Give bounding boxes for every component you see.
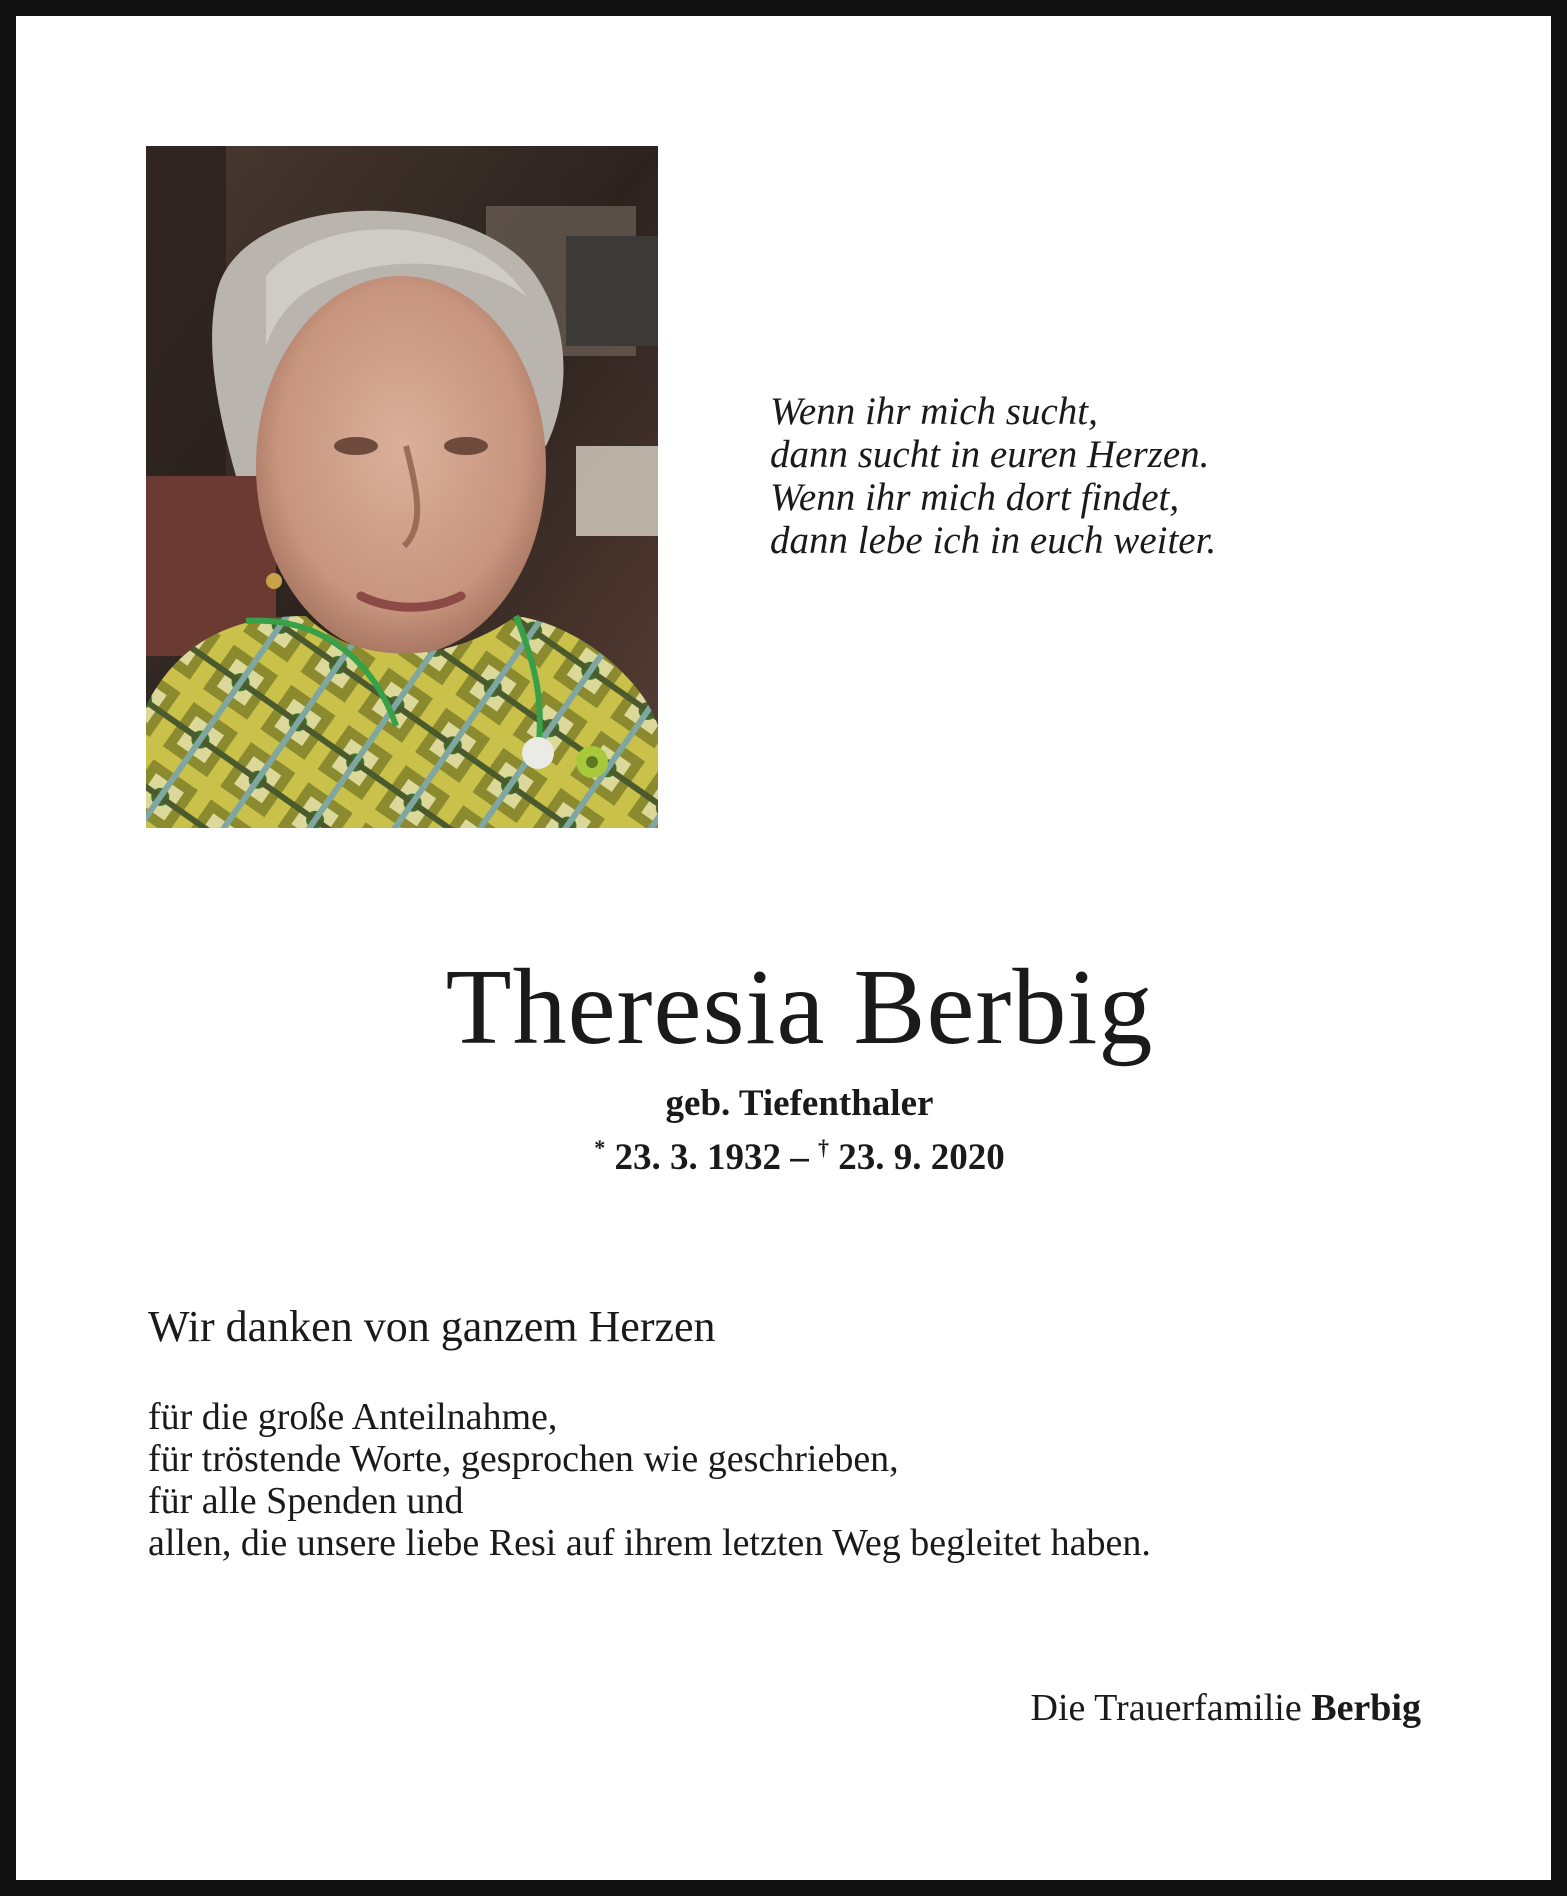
poem-line: dann lebe ich in euch weiter. [770, 519, 1217, 562]
thanks-line: allen, die unsere liebe Resi auf ihrem letzten Weg begleitet haben. [148, 1522, 1151, 1564]
deceased-name: Theresia Berbig [445, 948, 1154, 1067]
thanks-text [148, 1396, 1448, 1564]
poem-line: Wenn ihr mich sucht, [770, 390, 1098, 433]
thanks-line: für alle Spenden und [148, 1480, 464, 1522]
signature-family-name: Berbig [1311, 1687, 1421, 1729]
date-separator: – [790, 1137, 809, 1178]
portrait-photo [146, 146, 658, 828]
poem-line: dann sucht in euren Herzen. [770, 433, 1210, 476]
birth-symbol: * [594, 1135, 606, 1160]
maiden-name: geb. Tiefenthaler [665, 1083, 934, 1124]
thanks-line: für die große Anteilnahme, [148, 1396, 558, 1438]
life-dates [16, 1126, 1567, 1180]
memorial-poem [770, 390, 1390, 562]
signature-prefix: Die Trauerfamilie [1030, 1687, 1302, 1729]
poem-line: Wenn ihr mich dort findet, [770, 476, 1180, 519]
death-date: 23. 9. 2020 [838, 1137, 1005, 1178]
death-symbol: † [818, 1135, 829, 1160]
thanks-heading: Wir danken von ganzem Herzen [148, 1302, 716, 1351]
family-signature [1031, 1686, 1422, 1730]
portrait-image [146, 146, 658, 828]
thanks-line: für tröstende Worte, gesprochen wie geschrieben, [148, 1438, 899, 1480]
birth-date: 23. 3. 1932 [614, 1137, 781, 1178]
